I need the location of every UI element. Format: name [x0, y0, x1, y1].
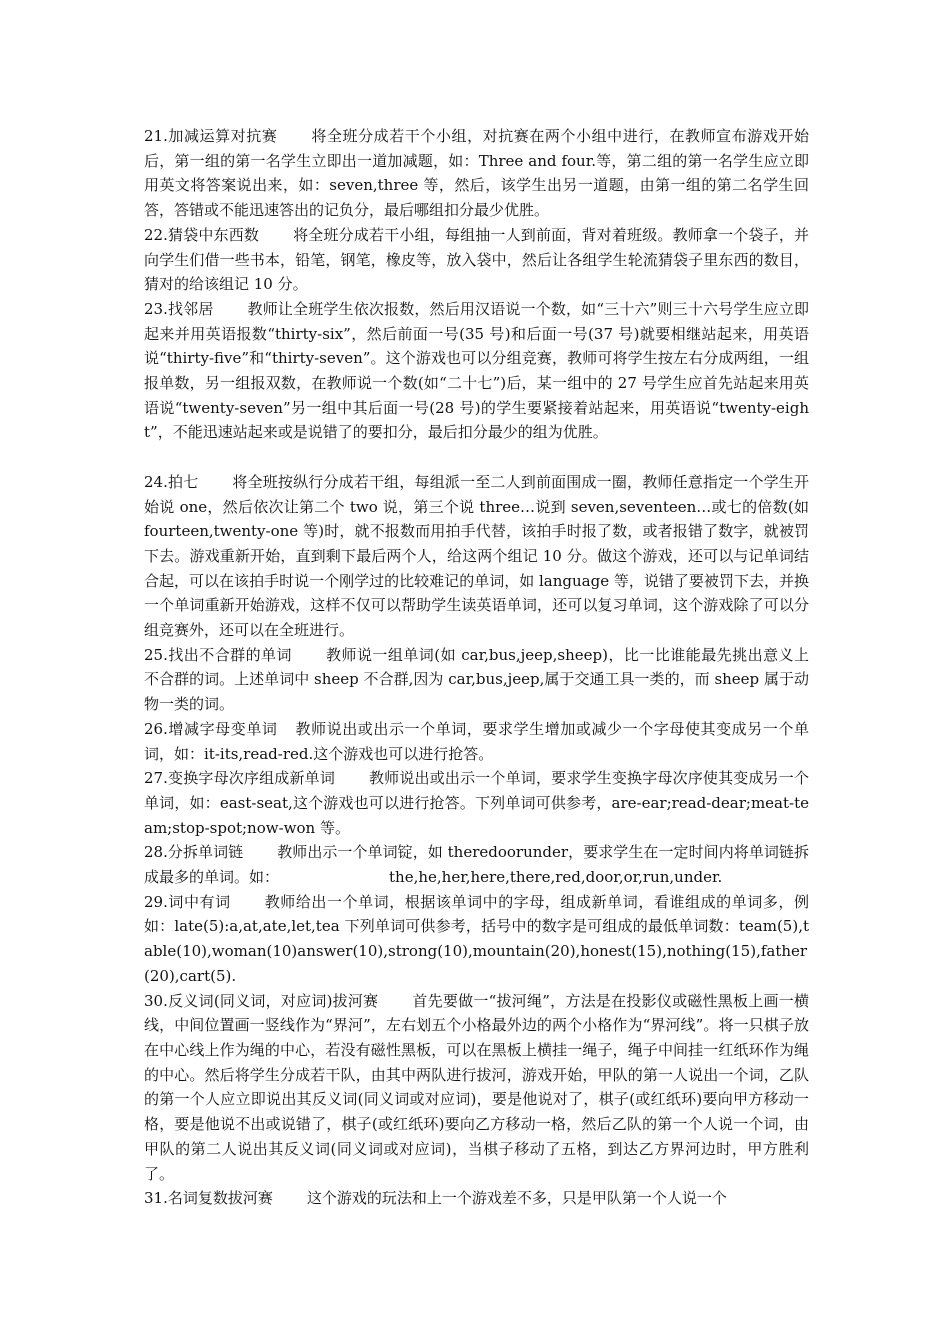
item-body: 教师让全班学生依次报数，然后用汉语说一个数，如“三十六”则三十六号学生应立即起来并用英语报数“thirty-six”，然后前面一号(35 号)和后面一号(37 号)就要相继站起来，用英语说“thirty-five”和“thirty-seven”。这个游戏也可以分组竞赛，教师可将学生按左右分成两组，一组报单数，另一组报双数，在教师说一个数(如“二十七”)后，某一组中的 27 号学生应首先站起来用英语说“twenty-seven”另一组中其后面一号(28 号)的学生要紧接着站起来，用英语说“twenty-eight”，不能迅速站起来或是说错了的要扣分，最后扣分最少的组为优胜。 — [144, 299, 810, 442]
item-extra: the,he,her,here,there,red,door,or,run,under. — [389, 868, 723, 887]
item-body: 这个游戏的玩法和上一个游戏差不多，只是甲队第一个人说一个 — [306, 1189, 727, 1208]
item-title: 22.猜袋中东西数 — [144, 225, 260, 244]
game-item-24 — [144, 470, 809, 643]
item-title: 23.找邻居 — [144, 299, 214, 318]
game-item-27 — [144, 766, 809, 840]
game-item-29 — [144, 890, 809, 989]
item-title: 29.词中有词 — [144, 892, 231, 911]
item-body: 教师给出一个单词，根据该单词中的字母，组成新单词，看谁组成的单词多，例如：late(5):a,at,ate,let,tea 下列单词可供参考，括号中的数字是可组成的最低单词数：team(5),table(10),woman(10)answer(10),strong(10),mountain(20),honest(15),nothing(15),father(20),cart(5). — [144, 892, 809, 985]
game-item-23 — [144, 297, 809, 445]
game-item-21 — [144, 124, 809, 223]
item-body: 将全班按纵行分成若干组，每组派一至二人到前面围成一圈，教师任意指定一个学生开始说 one，然后依次让第二个 two 说，第三个说 three…说到 seven,seventeen…或七的倍数(如 fourteen,twenty-one 等)时，就不报数而用拍手代替，该拍手时报了数，或者报错了数字，就被罚下去。游戏重新开始，直到剩下最后两个人，给这两个组记 10 分。做这个游戏，还可以与记单词结合起，可以在该拍手时说一个刚学过的比较难记的单词，如 language 等，说错了要被罚下去，并换一个单词重新开始游戏，这样不仅可以帮助学生读英语单词，还可以复习单词，这个游戏除了可以分组竞赛外，还可以在全班进行。 — [144, 472, 809, 640]
item-title: 26.增减字母变单词 — [144, 719, 278, 738]
item-title: 30.反义词(同义词，对应词)拔河赛 — [144, 991, 379, 1010]
document-page — [144, 124, 809, 1211]
item-title: 28.分拆单词链 — [144, 843, 244, 862]
item-title: 24.拍七 — [144, 472, 199, 491]
item-body: 教师出示一个单词锭，如 theredoorunder，要求学生在一定时间内将单词链拆成最多的单词。如： — [144, 843, 809, 887]
item-body: 首先要做一“拔河绳”，方法是在投影仪或磁性黑板上画一横线，中间位置画一竖线作为“界河”，左右划五个小格最外边的两个小格作为“界河线”。将一只棋子放在中心线上作为绳的中心，若没有磁性黑板，可以在黑板上横挂一绳子，绳子中间挂一红纸环作为绳的中心。然后将学生分成若干队，由其中两队进行拔河，游戏开始，甲队的第一人说出一个词，乙队的第一个人应立即说出其反义词(同义词或对应词)，要是他说对了，棋子(或红纸环)要向甲方移动一格，要是他说不出或说错了，棋子(或红纸环)要向乙方移动一格，然后乙队的第一个人说一个词，由甲队的第二人说出其反义词(同义词或对应词)，当棋子移动了五格，到达乙方界河边时，甲方胜利了。 — [144, 991, 809, 1183]
blank-line — [144, 445, 809, 470]
item-body: 将全班分成若干个小组，对抗赛在两个小组中进行，在教师宣布游戏开始后，第一组的第一名学生立即出一道加减题，如：Three and four.等，第二组的第一名学生应立即用英文将答案说出来，如：seven,three 等，然后，该学生出另一道题，由第一组的第二名学生回答，答错或不能迅速答出的记负分，最后哪组扣分最少优胜。 — [144, 127, 809, 220]
item-body: 教师说一组单词(如 car,bus,jeep,sheep)，比一比谁能最先挑出意义上不合群的词。上述单词中 sheep 不合群,因为 car,bus,jeep,属于交通工具一类的，而 sheep 属于动物一类的词。 — [144, 645, 810, 714]
item-title: 31.名词复数拔河赛 — [144, 1189, 273, 1208]
item-title: 21.加减运算对抗赛 — [144, 127, 278, 145]
item-title: 25.找出不合群的单词 — [144, 645, 293, 664]
game-item-25 — [144, 643, 809, 717]
game-item-22 — [144, 223, 809, 297]
item-body: 将全班分成若干小组，每组抽一人到前面，背对着班级。教师拿一个袋子，并向学生们借一些书本，铅笔，钢笔，橡皮等，放入袋中，然后让各组学生轮流猜袋子里东西的数目，猜对的给该组记 10 分。 — [144, 225, 809, 294]
item-body: 教师说出或出示一个单词，要求学生变换字母次序使其变成另一个单词，如：east-seat,这个游戏也可以进行抢答。下列单词可供参考，are-ear;read-dear;meat-team;stop-spot;now-won 等。 — [144, 769, 809, 837]
game-item-30 — [144, 989, 809, 1187]
game-item-26 — [144, 717, 809, 766]
game-item-28 — [144, 840, 809, 889]
game-item-31 — [144, 1186, 809, 1211]
item-body: 教师说出或出示一个单词，要求学生增加或减少一个字母使其变成另一个单词，如：it-its,read-red.这个游戏也可以进行抢答。 — [144, 719, 809, 763]
item-title: 27.变换字母次序组成新单词 — [144, 769, 335, 788]
